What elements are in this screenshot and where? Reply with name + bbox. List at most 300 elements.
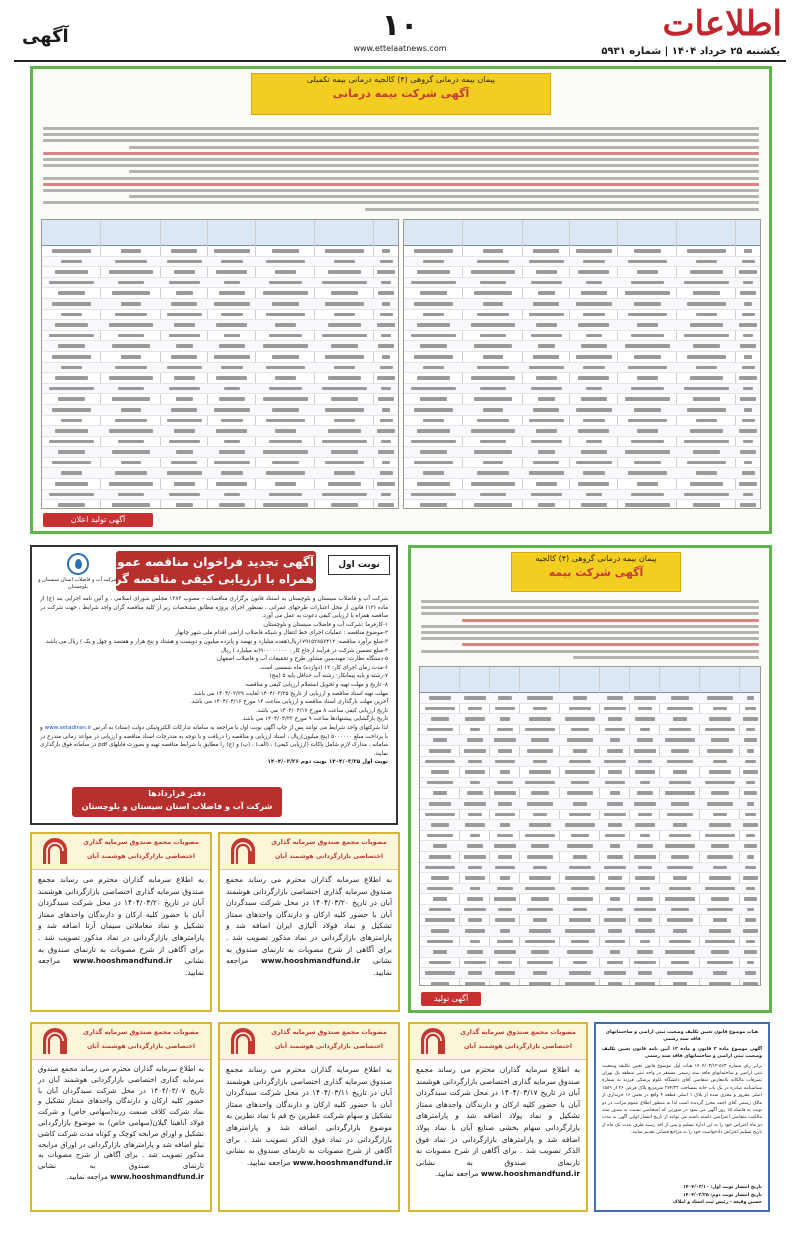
fund-notice-body [32, 870, 210, 980]
illegible-table-cell [474, 291, 513, 295]
illegible-table-cell [581, 450, 607, 454]
illegible-table-cell [567, 844, 593, 848]
illegible-table-cell [55, 323, 88, 327]
illegible-table-cell [690, 376, 723, 380]
table-row [42, 437, 398, 448]
illegible-table-cell [414, 461, 453, 465]
illegible-table-cell [571, 940, 589, 944]
illegible-table-cell [49, 440, 94, 444]
illegible-table-cell [322, 440, 367, 444]
illegible-table-cell [381, 493, 392, 497]
illegible-table-cell [61, 471, 82, 475]
illegible-table-cell [536, 429, 557, 433]
table-row [404, 479, 760, 490]
illegible-table-cell [266, 471, 305, 475]
illegible-table-cell [536, 270, 557, 274]
illegible-table-cell [743, 770, 758, 774]
illegible-table-cell [411, 440, 456, 444]
table-row [420, 725, 760, 736]
illegible-text-line [129, 170, 759, 173]
fund-site-link[interactable]: www.hooshmandfund.ir [260, 956, 361, 966]
illegible-table-cell [468, 971, 482, 975]
illegible-table-cell [607, 802, 624, 806]
illegible-table-cell [739, 270, 757, 274]
table-row [404, 320, 760, 331]
illegible-table-cell [690, 482, 723, 486]
table-row [420, 767, 760, 778]
illegible-table-cell [272, 302, 299, 306]
illegible-table-cell [49, 493, 94, 497]
table-row [404, 384, 760, 395]
illegible-table-cell [495, 918, 515, 922]
illegible-table-cell [740, 291, 755, 295]
illegible-table-cell [382, 302, 390, 306]
illegible-table-cell [263, 503, 308, 507]
tender-sign-company: شرکت آب و فاضلاب استان سیستان و بلوچستان [81, 802, 273, 811]
illegible-table-cell [470, 887, 481, 891]
illegible-table-cell [527, 802, 553, 806]
illegible-table-cell [322, 281, 367, 285]
illegible-table-cell [573, 961, 587, 965]
illegible-table-cell [573, 749, 587, 753]
tender-deadline: مهلت تهیه اسناد مناقصه و ارزیابی از تاریخ ۱۴۰۴/۰۳/۲۵ لغایت ۱۴۰۴/۰۳/۲۹ می باشد. [192, 690, 388, 697]
illegible-table-cell [380, 366, 393, 370]
illegible-table-cell [573, 802, 587, 806]
illegible-table-cell [118, 493, 145, 497]
illegible-table-cell [607, 961, 624, 965]
illegible-table-cell [263, 344, 308, 348]
table-row [420, 947, 760, 958]
illegible-table-cell [604, 866, 627, 870]
illegible-table-cell [112, 344, 151, 348]
illegible-table-cell [538, 344, 555, 348]
illegible-table-cell [739, 323, 757, 327]
illegible-table-cell [483, 355, 504, 359]
illegible-table-cell [500, 770, 511, 774]
fund-notice-tail: مراجعه نمایید. [226, 956, 392, 977]
illegible-table-cell [581, 291, 607, 295]
illegible-table-cell [529, 770, 551, 774]
illegible-table-cell [275, 270, 296, 274]
illegible-table-cell [583, 471, 604, 475]
illegible-table-cell [581, 397, 607, 401]
illegible-text-line [462, 643, 759, 646]
illegible-table-cell [637, 950, 654, 954]
table-row [42, 479, 398, 490]
illegible-table-cell [673, 982, 687, 986]
illegible-table-cell [171, 302, 197, 306]
table-row [42, 267, 398, 278]
illegible-table-cell [322, 387, 367, 391]
illegible-table-cell [417, 482, 450, 486]
illegible-table-cell [465, 823, 485, 827]
table-row [42, 363, 398, 374]
illegible-table-cell [474, 503, 513, 507]
illegible-table-cell [565, 770, 595, 774]
table-row [404, 394, 760, 405]
illegible-table-cell [709, 770, 731, 774]
illegible-table-cell [275, 482, 296, 486]
illegible-table-cell [115, 419, 148, 423]
illegible-table-cell [665, 738, 695, 742]
tender-item: ۱-کارفرما :شرکت آب و فاضلاب سیستان و بلوچستان. [262, 621, 388, 628]
table-row [420, 820, 760, 831]
illegible-table-cell [707, 908, 733, 912]
illegible-table-cell [671, 908, 689, 912]
illegible-table-cell [269, 334, 302, 338]
illegible-table-cell [610, 950, 621, 954]
illegible-table-cell [634, 855, 657, 859]
illegible-table-cell [631, 387, 664, 391]
illegible-table-cell [480, 281, 507, 285]
illegible-table-cell [637, 738, 654, 742]
illegible-table-cell [272, 408, 299, 412]
illegible-table-cell [109, 429, 154, 433]
illegible-table-cell [468, 866, 482, 870]
table-row [42, 341, 398, 352]
illegible-table-cell [433, 844, 447, 848]
illegible-table-cell [578, 482, 609, 486]
illegible-table-cell [742, 366, 755, 370]
tender-item: ۷-رشته و پایه پیمانکار: رشته آب حداقل پایه ۵ (پنج) [269, 673, 388, 680]
illegible-table-cell [742, 471, 755, 475]
illegible-table-cell [747, 749, 754, 753]
illegible-table-cell [325, 249, 364, 253]
illegible-table-cell [745, 866, 756, 870]
illegible-table-cell [740, 397, 755, 401]
fund-notice-subtitle: اختصاصی بازارگردانی هوشمند آبان [275, 853, 383, 860]
illegible-table-cell [693, 450, 720, 454]
illegible-table-cell [58, 291, 85, 295]
illegible-table-cell [420, 397, 447, 401]
illegible-table-cell [747, 696, 754, 700]
illegible-table-cell [631, 440, 664, 444]
illegible-table-cell [216, 429, 247, 433]
illegible-table-cell [420, 450, 447, 454]
illegible-table-cell [608, 929, 622, 933]
illegible-table-cell [684, 440, 729, 444]
illegible-table-cell [431, 770, 449, 774]
fund-notice [30, 1022, 212, 1212]
tender-ad [30, 545, 398, 825]
illegible-table-cell [378, 503, 393, 507]
illegible-table-cell [638, 918, 652, 922]
illegible-table-cell [55, 270, 88, 274]
illegible-table-cell [709, 929, 731, 933]
illegible-table-cell [495, 813, 515, 817]
illegible-table-cell [604, 918, 627, 922]
illegible-table-cell [525, 887, 555, 891]
illegible-table-cell [744, 844, 757, 848]
illegible-table-cell [640, 728, 651, 732]
table-row [42, 257, 398, 268]
illegible-table-cell [219, 344, 245, 348]
water-company-logo-text: شرکت آب و فاضلاب استان سیستان و بلوچستان [38, 577, 118, 590]
fund-site-link[interactable]: www.hooshmandfund.ir [292, 1157, 392, 1167]
illegible-table-cell [115, 313, 148, 317]
illegible-table-cell [381, 387, 392, 391]
legal-body [596, 1024, 768, 1144]
illegible-text-line [421, 600, 759, 603]
table-row [420, 757, 760, 768]
illegible-table-cell [713, 707, 727, 711]
illegible-table-cell [684, 387, 729, 391]
illegible-table-cell [169, 281, 200, 285]
illegible-table-cell [533, 866, 547, 870]
fund-notice-text: به اطلاع سرمایه گذاران محترم می رساند مجمع صندوق سرمایه گذاری اختصاصی بازارگردانی هوشمند آبان در تاریخ ۱۴۰۴/۰۳/۰۷ در محل شرکت سبدگردان آبان با حضور کلیه ارکان و دارندگان واحدهای ممتاز تشکیل و نماد شرکت کلاف صنعت زرند(سهامی خاص) و شرکت فولاد آناهیتا گیلان(سهامی خاص) به موضوع بازارگردانی تشکیل و اوراق مرابحه کوچک و کوتاه مدت شرکت کاشی نیلو اضافه شد و پارامترهای بازارگردانی در اوراق مرابحه مذکور تصویب شد . برای آگاهی از شرح مصوبات به تارنمای صندوق به نشانی [38, 1065, 204, 1171]
illegible-table-cell [468, 707, 482, 711]
illegible-table-cell [696, 260, 717, 264]
illegible-table-cell [171, 408, 197, 412]
illegible-table-cell [431, 717, 449, 721]
tender-item: ۳-مبلغ برآورد مناقصه: ۱۷۹۱۵۲۸۵۷۴۱۲ریال(هفده میلیارد و نهصد و پانزده میلیون و دویست و هشتاد و پنج هزار و هفتصد و چهل و یک ) ریال می باشد. [44, 638, 388, 645]
illegible-table-cell [709, 876, 731, 880]
illegible-table-cell [109, 270, 154, 274]
illegible-table-cell [739, 429, 757, 433]
illegible-table-cell [483, 408, 504, 412]
illegible-table-cell [742, 313, 755, 317]
illegible-table-cell [219, 291, 245, 295]
fund-site-link[interactable]: www.hooshmandfund.ir [110, 1172, 204, 1181]
illegible-table-cell [464, 696, 487, 700]
illegible-table-cell [673, 929, 687, 933]
table-row [42, 468, 398, 479]
illegible-table-cell [696, 471, 717, 475]
illegible-table-cell [578, 376, 609, 380]
illegible-table-cell [328, 376, 361, 380]
illegible-table-cell [707, 696, 733, 700]
illegible-table-cell [480, 387, 507, 391]
fund-site-link[interactable]: www.hooshmandfund.ir [72, 956, 173, 966]
illegible-table-cell [669, 781, 691, 785]
illegible-table-cell [634, 749, 657, 753]
illegible-table-cell [711, 738, 729, 742]
illegible-table-cell [411, 334, 456, 338]
table-row [404, 437, 760, 448]
illegible-table-cell [328, 323, 361, 327]
illegible-table-cell [533, 813, 547, 817]
table-row [420, 863, 760, 874]
fund-notice-subtitle: اختصاصی بازارگردانی هوشمند آبان [87, 1043, 195, 1050]
illegible-table-cell [739, 376, 757, 380]
illegible-table-cell [495, 971, 515, 975]
illegible-table-cell [705, 887, 735, 891]
illegible-table-cell [525, 940, 555, 944]
illegible-table-cell [696, 419, 717, 423]
table-row [42, 490, 398, 501]
illegible-table-cell [471, 323, 516, 327]
illegible-table-cell [671, 696, 689, 700]
illegible-table-cell [567, 950, 593, 954]
illegible-table-cell [533, 249, 559, 253]
illegible-table-cell [743, 823, 758, 827]
table-row [404, 363, 760, 374]
illegible-table-cell [377, 429, 395, 433]
illegible-text-line [43, 189, 759, 192]
illegible-table-cell [112, 291, 151, 295]
fund-notice-title: مصوبات مجمع صندوق سرمایه گذاری [83, 1028, 199, 1036]
illegible-table-cell [169, 334, 200, 338]
illegible-table-cell [377, 270, 395, 274]
illegible-table-cell [744, 897, 757, 901]
illegible-text-line [421, 606, 759, 609]
illegible-table-cell [576, 408, 612, 412]
illegible-table-cell [272, 249, 299, 253]
fund-notice [218, 1022, 400, 1212]
illegible-table-cell [411, 387, 456, 391]
illegible-table-cell [527, 961, 553, 965]
illegible-table-cell [576, 461, 612, 465]
legal-subtitle: آگهی موضوع ماده ۳ قانون و ماده ۱۳ آیین نامه قانون تعیین تکلیف وضعیت ثبتی اراضی و ساختمانهای فاقد سند رسمی [602, 1046, 762, 1060]
illegible-table-cell [604, 707, 627, 711]
illegible-table-cell [743, 929, 758, 933]
illegible-table-cell [583, 419, 604, 423]
page-header [0, 0, 800, 62]
illegible-table-cell [745, 813, 756, 817]
illegible-table-cell [608, 823, 622, 827]
table-row [404, 490, 760, 501]
fund-notice-text: به اطلاع سرمایه گذاران محترم می رساند مجمع صندوق سرمایه گذاری اختصاصی بازارگردانی هوشمند آبان در تاریخ ۱۴۰۴/۰۳/۱۷ در محل شرکت سبدگردان آبان با حضور کلیه ارکان و دارندگان واحدهای ممتاز تشکیل و نماد پولاد اضافه شد و پارامترهای بازارگردانی سهام بخشی صنایع آبان با نماد پولاد اضافه شد و پارامترهای بازارگردانی در نماد فوق الذکر تصویب شد . برای آگاهی از شرح مصوبات به تارنمای صندوق به نشانی [416, 1065, 580, 1167]
illegible-table-cell [471, 482, 516, 486]
setad-link[interactable]: www.setadiran.ir [44, 724, 92, 731]
illegible-table-cell [55, 482, 88, 486]
table-row [420, 905, 760, 916]
illegible-table-cell [468, 918, 482, 922]
illegible-table-cell [637, 323, 658, 327]
illegible-table-cell [531, 950, 549, 954]
illegible-table-cell [176, 344, 193, 348]
table-row [420, 937, 760, 948]
illegible-table-cell [377, 482, 395, 486]
illegible-table-cell [669, 940, 691, 944]
illegible-table-cell [61, 366, 82, 370]
illegible-table-cell [625, 397, 670, 401]
table-row [420, 841, 760, 852]
illegible-table-cell [109, 376, 154, 380]
illegible-table-cell [263, 397, 308, 401]
illegible-table-cell [569, 813, 591, 817]
water-company-logo [38, 553, 118, 591]
illegible-table-cell [744, 302, 752, 306]
table-row [42, 416, 398, 427]
illegible-table-cell [631, 493, 664, 497]
illegible-table-cell [266, 419, 305, 423]
fund-notice-tail: مراجعه نمایید. [66, 1172, 108, 1181]
illegible-table-cell [471, 429, 516, 433]
illegible-table-cell [667, 866, 693, 870]
illegible-table-cell [480, 334, 507, 338]
illegible-table-cell [605, 887, 625, 891]
tender-title [97, 551, 316, 591]
table-row [420, 778, 760, 789]
fund-site-link[interactable]: www.hooshmandfund.ir [480, 1169, 580, 1179]
illegible-table-cell [334, 366, 355, 370]
fund-notice-title: مصوبات مجمع صندوق سرمایه گذاری [460, 1028, 576, 1036]
illegible-table-cell [171, 249, 197, 253]
illegible-table-cell [109, 482, 154, 486]
right-banner-subtitle: پیمان بیمه درمانی گروهی (۴) کالجیه [535, 554, 657, 563]
illegible-table-cell [665, 844, 695, 848]
illegible-table-cell [667, 918, 693, 922]
legal-title: هیات موضوع قانون تعیین تکلیف وضعیت ثبتی اراضی و ساختمانهای فاقد سند رسمی [605, 1030, 759, 1043]
illegible-table-cell [578, 429, 609, 433]
illegible-table-cell [498, 855, 512, 859]
illegible-table-cell [221, 260, 242, 264]
illegible-text-line [421, 631, 759, 634]
tender-deadline: آخرین مهلت بارگذاری اسناد مناقصه و ارزیابی ساعت ۱۴ مورخ ۱۴۰۴/۰۴/۱۶ می باشد. [189, 699, 388, 706]
fund-notice-subtitle: اختصاصی بازارگردانی هوشمند آبان [275, 1043, 383, 1050]
illegible-table-cell [744, 461, 752, 465]
insurance-table-right [403, 219, 761, 509]
illegible-table-cell [740, 450, 755, 454]
table-header [420, 667, 760, 693]
illegible-table-cell [429, 961, 451, 965]
tender-body [40, 595, 388, 767]
illegible-table-cell [380, 260, 393, 264]
illegible-table-cell [423, 471, 444, 475]
legal-date-1: تاریخ انتشار نوبت اول: ۱۴۰۴/۰۳/۱۰ [683, 1185, 762, 1191]
illegible-table-cell [58, 397, 85, 401]
illegible-table-cell [536, 482, 557, 486]
illegible-table-cell [586, 440, 603, 444]
illegible-table-cell [328, 429, 361, 433]
illegible-table-cell [480, 440, 507, 444]
illegible-table-cell [263, 291, 308, 295]
illegible-table-cell [713, 866, 727, 870]
illegible-table-cell [635, 929, 655, 933]
illegible-table-cell [605, 940, 625, 944]
illegible-table-cell [425, 866, 455, 870]
illegible-table-cell [608, 770, 622, 774]
illegible-table-cell [707, 961, 733, 965]
illegible-table-cell [578, 323, 609, 327]
illegible-table-cell [266, 313, 305, 317]
illegible-table-cell [744, 355, 752, 359]
illegible-table-cell [671, 802, 689, 806]
illegible-table-cell [118, 387, 145, 391]
illegible-table-cell [334, 471, 355, 475]
illegible-table-cell [533, 918, 547, 922]
illegible-table-cell [576, 249, 612, 253]
illegible-text-line [43, 201, 759, 204]
illegible-table-cell [638, 971, 652, 975]
illegible-table-cell [531, 440, 562, 444]
illegible-table-cell [638, 866, 652, 870]
illegible-table-cell [378, 344, 393, 348]
illegible-table-cell [420, 291, 447, 295]
illegible-table-cell [325, 302, 364, 306]
illegible-table-cell [739, 482, 757, 486]
illegible-table-cell [533, 461, 559, 465]
illegible-table-cell [471, 376, 516, 380]
illegible-table-cell [377, 376, 395, 380]
illegible-table-cell [576, 355, 612, 359]
illegible-text-line [43, 133, 759, 136]
illegible-table-cell [529, 260, 565, 264]
illegible-table-cell [628, 260, 667, 264]
illegible-text-line [129, 146, 759, 149]
illegible-table-cell [167, 260, 203, 264]
illegible-table-cell [565, 982, 595, 986]
tender-intro: شرکت آب و فاضلاب سیستان و بلوچستان به استناد قانون برگزاری مناقصات – مصوب ۱۳۸۳ مجلس شورای اسلامی ، و آئین نامه اجرایی بند (ج) از ماده (۱۲) قانون از محل اعتبارات طرحهای عمرانی ، بمنظور اجرای پروژه مطابق مشخصات زیر از کلیه مناقصه گران واجد شرایط ، جهت شرکت در مناقصه همراه با ارزیابی کیفی دعوت به عمل می آورد. [40, 596, 389, 620]
illegible-table-cell [625, 344, 670, 348]
illegible-table-cell [378, 450, 393, 454]
illegible-table-cell [628, 366, 667, 370]
illegible-table-cell [746, 940, 755, 944]
illegible-table-cell [171, 461, 197, 465]
illegible-table-cell [429, 696, 451, 700]
illegible-table-cell [638, 813, 652, 817]
